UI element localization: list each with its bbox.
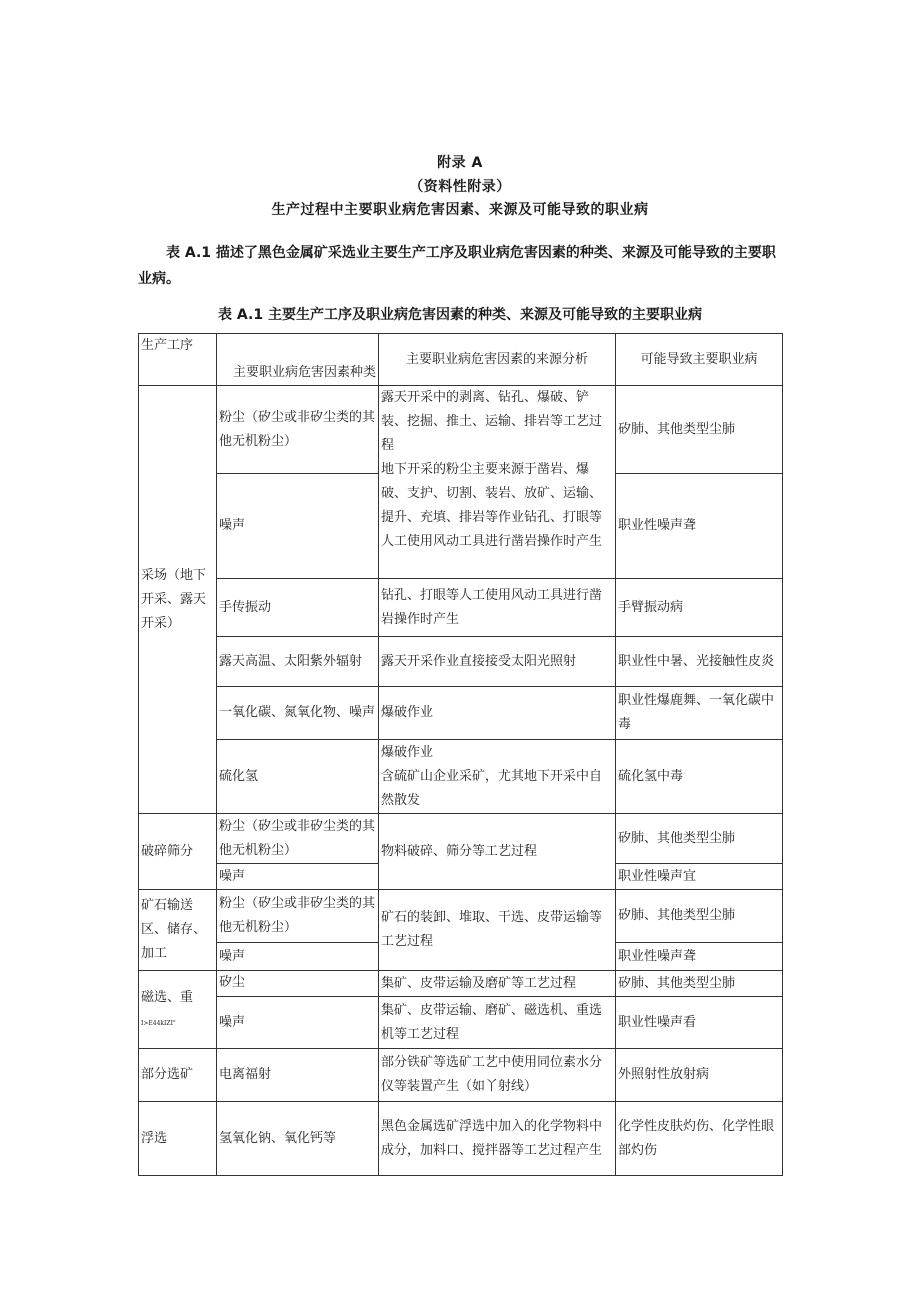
- disease-cell: 化学性皮肤灼伤、化学性眼部灼伤: [616, 1102, 783, 1176]
- factor-cell: 噪声: [217, 997, 379, 1049]
- factor-cell: 粉尘（矽尘或非矽尘类的其他无机粉尘）: [217, 890, 379, 943]
- table-row: [139, 971, 783, 997]
- process-mining: 采场（地下开采、露天开采）: [139, 386, 217, 814]
- table-row: [139, 1102, 783, 1176]
- source-cell: 集矿、皮带运输、磨矿、磁选机、重选机等工艺过程: [379, 997, 616, 1049]
- factor-cell: 手传振动: [217, 579, 379, 637]
- factor-cell: 噪声: [217, 943, 379, 971]
- factor-cell: 氢氧化钠、氧化钙等: [217, 1102, 379, 1176]
- source-cell: 物料破碎、筛分等工艺过程: [379, 814, 616, 890]
- source-cell: 爆破作业 含硫矿山企业采矿，尤其地下开采中自然散发: [379, 740, 616, 814]
- table-caption: 表 A.1 主要生产工序及职业病危害因素的种类、来源及可能导致的主要职业病: [218, 307, 702, 323]
- disease-cell: 职业性噪声宜: [616, 864, 783, 890]
- disease-cell: 硫化氢中毒: [616, 740, 783, 814]
- table-row: [139, 890, 783, 943]
- source-cell: 矿石的装卸、堆取、干选、皮带运输等工艺过程: [379, 890, 616, 971]
- disease-cell: 职业性噪声聋: [616, 474, 783, 579]
- header-factor: 主要职业病危害因素种类: [217, 334, 379, 386]
- table-row: [139, 637, 783, 687]
- process-magnetic: [139, 971, 217, 1049]
- disease-cell: 外照射性放射病: [616, 1049, 783, 1102]
- table-row: [139, 814, 783, 864]
- header-source: 主要职业病危害因素的来源分析: [379, 334, 616, 386]
- process-magnetic-label: 磁选、重: [141, 989, 194, 1005]
- disease-cell: 矽肺、其他类型尘肺: [616, 890, 783, 943]
- table-row: [139, 1049, 783, 1102]
- disease-cell: 职业性中暑、光接触性皮炎: [616, 637, 783, 687]
- intro-paragraph: 表 A.1 描述了黑色金属矿采选业主要生产工序及职业病危害因素的种类、来源及可能导致的主要职业病。: [138, 245, 776, 287]
- source-cell: 部分铁矿等选矿工艺中使用同位素水分仪等装置产生（如丫射线）: [379, 1049, 616, 1102]
- source-cell: 黑色金属选矿浮选中加入的化学物料中成分，加料口、搅拌器等工艺过程产生: [379, 1102, 616, 1176]
- table-row: [139, 740, 783, 814]
- table-row: [139, 687, 783, 740]
- disease-cell: 职业性爆鹿舞、一氧化碳中毒: [616, 687, 783, 740]
- process-flotation: 浮选: [139, 1102, 217, 1176]
- process-partial: 部分选矿: [139, 1049, 217, 1102]
- factor-cell: 一氧化碳、氮氧化物、噪声: [217, 687, 379, 740]
- source-cell: 露天开采作业直接接受太阳光照射: [379, 637, 616, 687]
- factor-cell: 矽尘: [217, 971, 379, 997]
- factor-cell: 硫化氢: [217, 740, 379, 814]
- table-row: [139, 386, 783, 474]
- appendix-subtitle: （资料性附录）: [409, 179, 511, 195]
- table-row: [139, 997, 783, 1049]
- process-crushing: 破碎筛分: [139, 814, 217, 890]
- source-cell: 爆破作业: [379, 687, 616, 740]
- process-transport: 矿石输送区、储存、加工: [139, 890, 217, 971]
- header-process: 生产工序: [139, 334, 217, 386]
- source-cell: 钻孔、打眼等人工使用风动工具进行凿岩操作时产生: [379, 579, 616, 637]
- factor-cell: 噪声: [217, 474, 379, 579]
- source-cell: 露天开采中的剥离、钻孔、爆破、铲装、挖掘、推土、运输、排岩等工艺过程 地下开采的粉尘主要来源于凿岩、爆破、支护、切割、装岩、放矿、运输、提升、充填、排岩等作业钻孔、打眼等人工使用风动工具进行凿岩操作时产生: [379, 386, 616, 579]
- factor-cell: 电离福射: [217, 1049, 379, 1102]
- disease-cell: 矽肺、其他类型尘肺: [616, 386, 783, 474]
- appendix-title: 附录 A: [437, 155, 483, 171]
- disease-cell: 职业性噪声聋: [616, 943, 783, 971]
- disease-cell: 矽肺、其他类型尘肺: [616, 814, 783, 864]
- disease-cell: 手臂振动病: [616, 579, 783, 637]
- factor-cell: 噪声: [217, 864, 379, 890]
- appendix-main-title: 生产过程中主要职业病危害因素、来源及可能导致的职业病: [271, 202, 649, 218]
- disease-cell: 职业性噪声看: [616, 997, 783, 1049]
- factor-cell: 粉尘（矽尘或非矽尘类的其他无机粉尘）: [217, 386, 379, 474]
- header-disease: 可能导致主要职业病: [616, 334, 783, 386]
- source-cell: 集矿、皮带运输及磨矿等工艺过程: [379, 971, 616, 997]
- table-row: [139, 579, 783, 637]
- table-header-row: [139, 334, 783, 386]
- factor-cell: 粉尘（矽尘或非矽尘类的其他无机粉尘）: [217, 814, 379, 864]
- factor-cell: 露天高温、太阳紫外辐射: [217, 637, 379, 687]
- process-magnetic-garbled: I>E44kIZI": [141, 1019, 176, 1027]
- hazard-table: [138, 333, 783, 1176]
- disease-cell: 矽肺、其他类型尘肺: [616, 971, 783, 997]
